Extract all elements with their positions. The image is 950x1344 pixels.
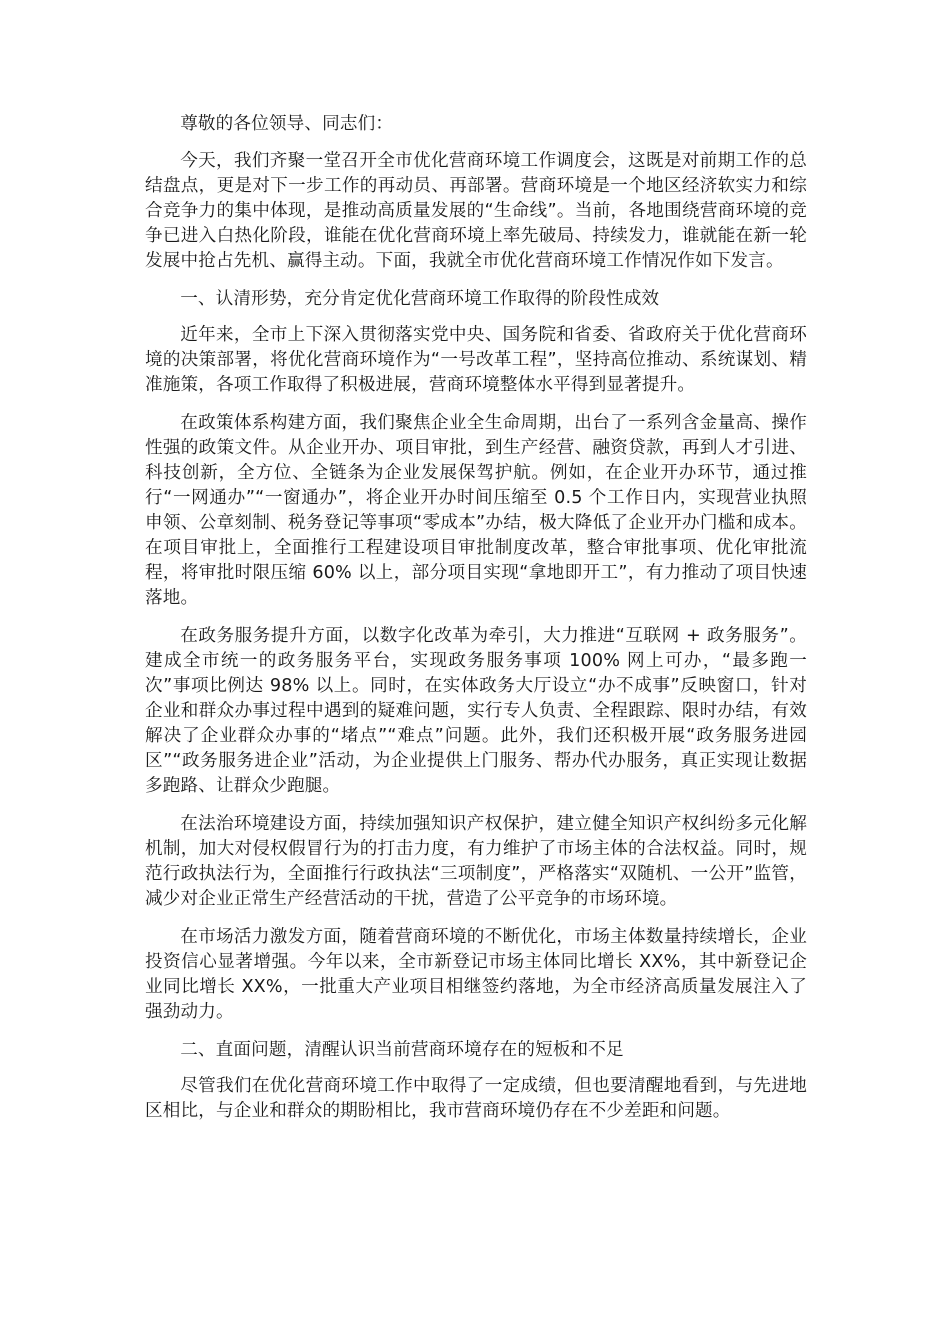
paragraph-policy-system: 在政策体系构建方面，我们聚焦企业全生命周期，出台了一系列含金量高、操作性强的政策文件。从企业开办、项目审批，到生产经营、融资贷款，再到人才引进、科技创新，全方位、全链条为企业发展保驾护航。例如，在企业开办环节，通过推行“一网通办”“一窗通办”，将企业开办时间压缩至 0.5 个工作日内，实现营业执照申领、公章刻制、税务登记等事项“零成本”办结，极大降低了企业开办门槛和成本。在项目审批上，全面推行工程建设项目审批制度改革，整合审批事项、优化审批流程，将审批时限压缩 60% 以上，部分项目实现“拿地即开工”，有力推动了项目快速落地。 bbox=[145, 413, 807, 608]
paragraph-opening: 今天，我们齐聚一堂召开全市优化营商环境工作调度会，这既是对前期工作的总结盘点，更是对下一步工作的再动员、再部署。营商环境是一个地区经济软实力和综合竞争力的集中体现，是推动高质量发展的“生命线”。当前，各地围绕营商环境的竞争已进入白热化阶段，谁能在优化营商环境上率先破局、持续发力，谁就能在新一轮发展中抢占先机、赢得主动。下面，我就全市优化营商环境工作情况作如下发言。 bbox=[145, 151, 807, 271]
document-body bbox=[145, 112, 807, 1137]
paragraph-overview: 近年来，全市上下深入贯彻落实党中央、国务院和省委、省政府关于优化营商环境的决策部署，将优化营商环境作为“一号改革工程”，坚持高位推动、系统谋划、精准施策，各项工作取得了积极进展，营商环境整体水平得到显著提升。 bbox=[145, 325, 807, 395]
section-heading-1: 一、认清形势，充分肯定优化营商环境工作取得的阶段性成效 bbox=[180, 289, 660, 309]
paragraph-market-vitality: 在市场活力激发方面，随着营商环境的不断优化，市场主体数量持续增长，企业投资信心显著增强。今年以来，全市新登记市场主体同比增长 XX%，其中新登记企业同比增长 XX%，一批重大产业项目相继签约落地，为全市经济高质量发展注入了强劲动力。 bbox=[145, 927, 807, 1022]
salutation: 尊敬的各位领导、同志们： bbox=[180, 114, 394, 134]
paragraph-legal-environment: 在法治环境建设方面，持续加强知识产权保护，建立健全知识产权纠纷多元化解机制，加大对侵权假冒行为的打击力度，有力维护了市场主体的合法权益。同时，规范行政执法行为，全面推行行政执法“三项制度”，严格落实“双随机、一公开”监管，减少对企业正常生产经营活动的干扰，营造了公平竞争的市场环境。 bbox=[145, 814, 807, 909]
paragraph-problems-intro: 尽管我们在优化营商环境工作中取得了一定成绩，但也要清醒地看到，与先进地区相比，与企业和群众的期盼相比，我市营商环境仍存在不少差距和问题。 bbox=[145, 1076, 807, 1121]
paragraph-government-services: 在政务服务提升方面，以数字化改革为牵引，大力推进“互联网 + 政务服务”。建成全市统一的政务服务平台，实现政务服务事项 100% 网上可办，“最多跑一次”事项比例达 98% 以上。同时，在实体政务大厅设立“办不成事”反映窗口，针对企业和群众办事过程中遇到的疑难问题，实行专人负责、全程跟踪、限时办结，有效解决了企业群众办事的“堵点”“难点”问题。此外，我们还积极开展“政务服务进园区”“政务服务进企业”活动，为企业提供上门服务、帮办代办服务，真正实现让数据多跑路、让群众少跑腿。 bbox=[145, 626, 807, 796]
section-heading-2: 二、直面问题，清醒认识当前营商环境存在的短板和不足 bbox=[180, 1040, 624, 1060]
